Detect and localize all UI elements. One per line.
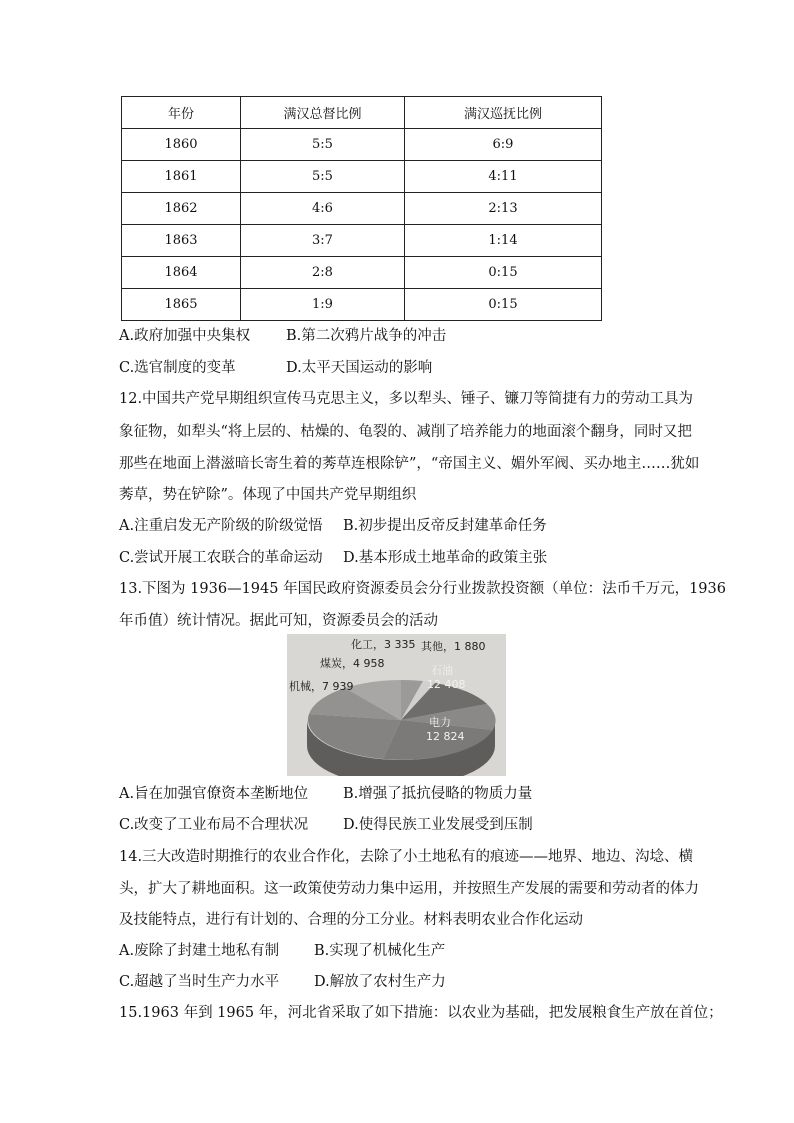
table-cell: 1861 — [122, 161, 241, 193]
q11-option-b: B.第二次鸦片战争的冲击 — [286, 328, 447, 344]
q11-option-c: C.选官制度的变革 — [119, 360, 236, 376]
table-cell: 1865 — [122, 289, 241, 321]
table-cell: 1862 — [122, 193, 241, 225]
table-cell: 2:8 — [241, 257, 405, 289]
q11-option-a: A.政府加强中央集权 — [119, 328, 251, 344]
q14-option-c: C.超越了当时生产力水平 — [119, 974, 280, 990]
q14-text-line: 头，扩大了耕地面积。这一政策使劳动力集中运用，并按照生产发展的需要和劳动者的体力 — [119, 881, 699, 897]
label-power-value: 12 824 — [426, 730, 465, 743]
table-row — [122, 161, 602, 193]
table-row — [122, 289, 602, 321]
q13-text-line: 年币值）统计情况。据此可知，资源委员会的活动 — [119, 613, 438, 629]
q13-text-line: 13.下图为 1936—1945 年国民政府资源委员会分行业拨款投资额（单位：法币千万元，1936 — [119, 581, 726, 597]
q12-option-b: B.初步提出反帝反封建革命任务 — [343, 518, 547, 534]
label-chem: 化工，3 335 — [351, 638, 416, 651]
q12-text-line: 象征物，如犁头“将上层的、枯燥的、龟裂的、减削了培养能力的地面滚个翻身，同时又把 — [119, 424, 692, 440]
q12-text-line: 莠草，势在铲除”。体现了中国共产党早期组织 — [119, 487, 417, 503]
label-other: 其他，1 880 — [421, 640, 486, 653]
table-cell: 2:13 — [405, 193, 602, 225]
table-cell: 0:15 — [405, 289, 602, 321]
table-header-cell: 满汉总督比例 — [241, 97, 405, 129]
table-row — [122, 225, 602, 257]
q13-option-a: A.旨在加强官僚资本垄断地位 — [119, 786, 309, 802]
pie-chart-figure — [287, 634, 506, 776]
q12-option-a: A.注重启发无产阶级的阶级觉悟 — [119, 518, 323, 534]
table-cell: 1860 — [122, 129, 241, 161]
table-cell: 6:9 — [405, 129, 602, 161]
q14-text-line: 14.三大改造时期推行的农业合作化，去除了小土地私有的痕迹——地界、地边、沟埝、横 — [119, 849, 694, 865]
q14-option-a: A.废除了封建土地私有制 — [119, 943, 280, 959]
q13-option-c: C.改变了工业布局不合理状况 — [119, 817, 309, 833]
table-row — [122, 193, 602, 225]
table-row — [122, 129, 602, 161]
table-header-cell: 年份 — [122, 97, 241, 129]
label-oil-name: 石油 — [431, 664, 453, 677]
q14-option-d: D.解放了农村生产力 — [314, 974, 446, 990]
q12-option-d: D.基本形成土地革命的政策主张 — [343, 550, 548, 566]
label-mach: 机械，7 939 — [289, 680, 354, 693]
table-cell: 4:6 — [241, 193, 405, 225]
q15-text-line: 15.1963 年到 1965 年，河北省采取了如下措施：以农业为基础，把发展粮食生产放在首位； — [119, 1005, 723, 1021]
q13-option-d: D.使得民族工业发展受到压制 — [343, 817, 533, 833]
table-cell: 4:11 — [405, 161, 602, 193]
table-cell: 1:9 — [241, 289, 405, 321]
pie-chart — [287, 634, 506, 776]
q13-option-b: B.增强了抵抗侵略的物质力量 — [343, 786, 533, 802]
ratio-table — [121, 96, 602, 321]
table-row — [122, 257, 602, 289]
table-cell: 1864 — [122, 257, 241, 289]
q12-text-line: 12.中国共产党早期组织宣传马克思主义，多以犁头、锤子、镰刀等简捷有力的劳动工具为 — [119, 391, 694, 407]
table-header-cell: 满汉巡抚比例 — [405, 97, 602, 129]
label-coal: 煤炭，4 958 — [320, 657, 385, 670]
label-power-name: 电力 — [429, 716, 451, 729]
table-header-row — [122, 97, 602, 129]
table-cell: 1863 — [122, 225, 241, 257]
table-cell: 0:15 — [405, 257, 602, 289]
table-cell: 5:5 — [241, 129, 405, 161]
q14-text-line: 及技能特点，进行有计划的、合理的分工分业。材料表明农业合作化运动 — [119, 912, 583, 928]
q12-option-c: C.尝试开展工农联合的革命运动 — [119, 550, 323, 566]
table-cell: 5:5 — [241, 161, 405, 193]
label-oil-value: 12 408 — [427, 678, 466, 691]
q11-option-d: D.太平天国运动的影响 — [286, 360, 433, 376]
table-cell: 1:14 — [405, 225, 602, 257]
q12-text-line: 那些在地面上潜滋暗长寄生着的莠草连根除铲”，“帝国主义、媚外军阀、买办地主……犹如 — [119, 456, 700, 472]
table-cell: 3:7 — [241, 225, 405, 257]
q14-option-b: B.实现了机械化生产 — [314, 943, 446, 959]
